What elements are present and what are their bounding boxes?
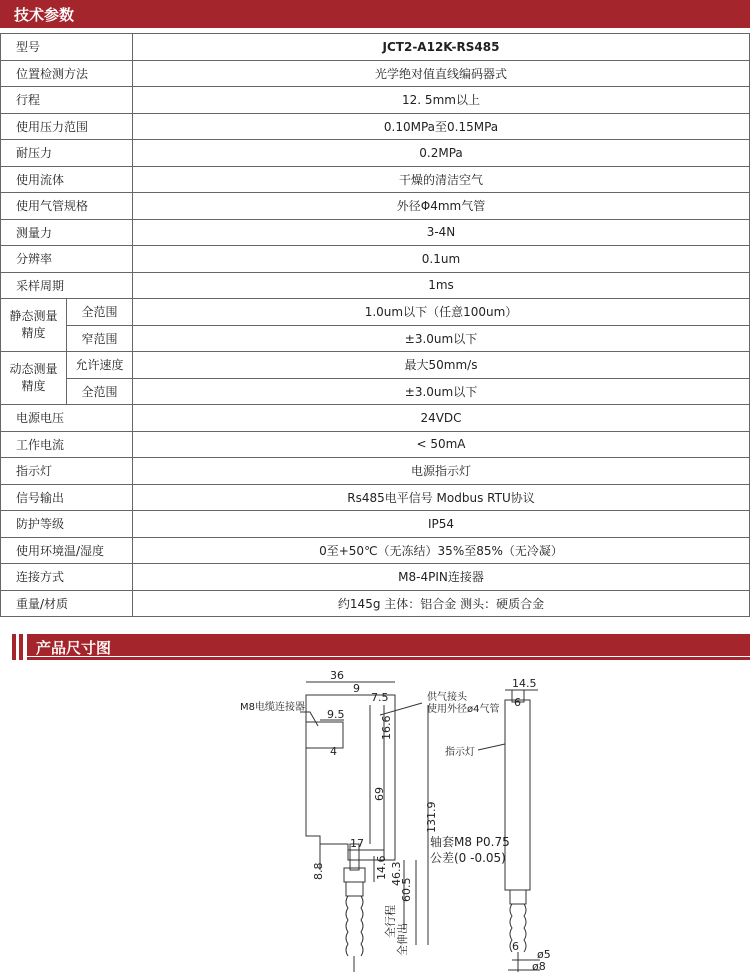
spec-row bbox=[1, 537, 750, 564]
spec-value: 0.1um bbox=[133, 246, 750, 273]
spec-label: 指示灯 bbox=[1, 458, 133, 485]
sub-label: 全范围 bbox=[67, 299, 133, 326]
spec-label: 分辨率 bbox=[1, 246, 133, 273]
spec-value: 0.2MPa bbox=[133, 140, 750, 167]
dim-17: 17 bbox=[350, 837, 364, 850]
dimension-section-title: 产品尺寸图 bbox=[36, 639, 112, 657]
spec-value: < 50mA bbox=[133, 431, 750, 458]
sub-label: 允许速度 bbox=[67, 352, 133, 379]
dim-69: 69 bbox=[373, 787, 386, 801]
header-stripe-1 bbox=[12, 634, 16, 660]
spec-row bbox=[1, 60, 750, 87]
spec-value: ±3.0um以下 bbox=[133, 378, 750, 405]
connector-step bbox=[306, 722, 343, 748]
spec-row bbox=[1, 246, 750, 273]
spec-label: 重量/材质 bbox=[1, 590, 133, 617]
label-sleeve: 轴套M8 P0.75 bbox=[430, 835, 510, 849]
spec-label: 型号 bbox=[1, 34, 133, 61]
dim-d8: ø8 bbox=[532, 960, 546, 973]
spec-row bbox=[1, 484, 750, 511]
connector-leader bbox=[300, 712, 318, 726]
spec-label: 使用压力范围 bbox=[1, 113, 133, 140]
group-label-text: 动态测量精度 bbox=[9, 362, 58, 393]
spec-value: 干燥的清洁空气 bbox=[133, 166, 750, 193]
spec-table bbox=[0, 33, 750, 617]
dim-60-5: 60.5 bbox=[400, 877, 413, 902]
spec-row bbox=[1, 564, 750, 591]
label-full-stroke: 全行程 bbox=[384, 905, 397, 938]
spec-row bbox=[1, 511, 750, 538]
dim-9-5: 9.5 bbox=[327, 708, 345, 721]
group-label bbox=[1, 352, 67, 405]
probe-nut bbox=[346, 882, 363, 896]
spec-row bbox=[1, 590, 750, 617]
spec-row bbox=[1, 219, 750, 246]
header-stripe-2 bbox=[19, 634, 23, 660]
dimension-section-header bbox=[0, 634, 750, 660]
lamp-leader bbox=[478, 744, 505, 750]
label-full-extend: 全伸出 bbox=[396, 923, 409, 956]
spec-label: 使用气管规格 bbox=[1, 193, 133, 220]
dim-9: 9 bbox=[353, 682, 360, 695]
spec-value: 电源指示灯 bbox=[133, 458, 750, 485]
dim-16-6: 16.6 bbox=[380, 715, 393, 740]
dim-d5: ø5 bbox=[537, 948, 551, 961]
group-label-text: 静态测量精度 bbox=[9, 309, 58, 340]
spec-row bbox=[1, 378, 750, 405]
spec-label: 使用流体 bbox=[1, 166, 133, 193]
dim-6: 6 bbox=[514, 696, 521, 709]
dim-46-3: 46.3 bbox=[390, 861, 403, 886]
spec-row bbox=[1, 325, 750, 352]
dim-6b: 6 bbox=[512, 940, 519, 953]
spec-row bbox=[1, 272, 750, 299]
dim-14-5: 14.5 bbox=[512, 677, 537, 690]
spec-value: 1.0um以下（任意100um） bbox=[133, 299, 750, 326]
spec-row bbox=[1, 405, 750, 432]
sub-label: 全范围 bbox=[67, 378, 133, 405]
spec-section-title: 技术参数 bbox=[14, 6, 75, 24]
spec-value: 外径Φ4mm气管 bbox=[133, 193, 750, 220]
dim-7-5: 7.5 bbox=[371, 691, 389, 704]
dim-8-8: 8.8 bbox=[312, 862, 325, 880]
dim-14-6: 14.6 bbox=[375, 855, 388, 880]
header-band bbox=[27, 634, 750, 656]
spec-value: 24VDC bbox=[133, 405, 750, 432]
spec-row bbox=[1, 113, 750, 140]
spec-value: 光学绝对值直线编码器式 bbox=[133, 60, 750, 87]
spec-label: 使用环境温/湿度 bbox=[1, 537, 133, 564]
spec-value: 0至+50℃（无冻结）35%至85%（无冷凝） bbox=[133, 537, 750, 564]
spec-value: JCT2-A12K-RS485 bbox=[133, 34, 750, 61]
group-label bbox=[1, 299, 67, 352]
spec-label: 电源电压 bbox=[1, 405, 133, 432]
spec-value: 3-4N bbox=[133, 219, 750, 246]
spec-row bbox=[1, 458, 750, 485]
label-indicator-lamp: 指示灯 bbox=[445, 747, 475, 758]
spec-value: Rs485电平信号 Modbus RTU协议 bbox=[133, 484, 750, 511]
dim-4: 4 bbox=[330, 745, 337, 758]
spec-value: M8-4PIN连接器 bbox=[133, 564, 750, 591]
spec-label: 工作电流 bbox=[1, 431, 133, 458]
spec-label: 耐压力 bbox=[1, 140, 133, 167]
spec-row bbox=[1, 299, 750, 326]
spec-label: 行程 bbox=[1, 87, 133, 114]
spec-row bbox=[1, 87, 750, 114]
spec-row bbox=[1, 140, 750, 167]
side-view-collar bbox=[510, 890, 526, 904]
spec-label: 防护等级 bbox=[1, 511, 133, 538]
sub-label: 窄范围 bbox=[67, 325, 133, 352]
spec-value: 1ms bbox=[133, 272, 750, 299]
spec-row bbox=[1, 193, 750, 220]
label-air-fitting: 供气接头 bbox=[427, 692, 467, 703]
spec-label: 连接方式 bbox=[1, 564, 133, 591]
spec-row bbox=[1, 166, 750, 193]
spec-row bbox=[1, 352, 750, 379]
spec-row bbox=[1, 34, 750, 61]
spec-label: 位置检测方法 bbox=[1, 60, 133, 87]
spec-value: 12. 5mm以上 bbox=[133, 87, 750, 114]
spec-label: 采样周期 bbox=[1, 272, 133, 299]
probe-bellows bbox=[346, 896, 363, 956]
spec-row bbox=[1, 431, 750, 458]
label-air-tube: 使用外径ø4气管 bbox=[427, 704, 500, 715]
spec-value: 0.10MPa至0.15MPa bbox=[133, 113, 750, 140]
spec-label: 信号输出 bbox=[1, 484, 133, 511]
spec-value: 最大50mm/s bbox=[133, 352, 750, 379]
dim-131-9: 131.9 bbox=[425, 801, 438, 833]
spec-value: IP54 bbox=[133, 511, 750, 538]
air-leader bbox=[380, 703, 422, 715]
label-connector: M8电缆连接器 bbox=[240, 702, 305, 713]
dim-36: 36 bbox=[330, 669, 344, 682]
dimension-drawing bbox=[0, 660, 750, 976]
spec-label: 测量力 bbox=[1, 219, 133, 246]
spec-value: ±3.0um以下 bbox=[133, 325, 750, 352]
side-view-body bbox=[505, 700, 530, 890]
spec-value: 约145g 主体：铝合金 测头：硬质合金 bbox=[133, 590, 750, 617]
spec-section-header bbox=[0, 0, 750, 28]
label-tolerance: 公差(0 -0.05) bbox=[430, 851, 506, 865]
